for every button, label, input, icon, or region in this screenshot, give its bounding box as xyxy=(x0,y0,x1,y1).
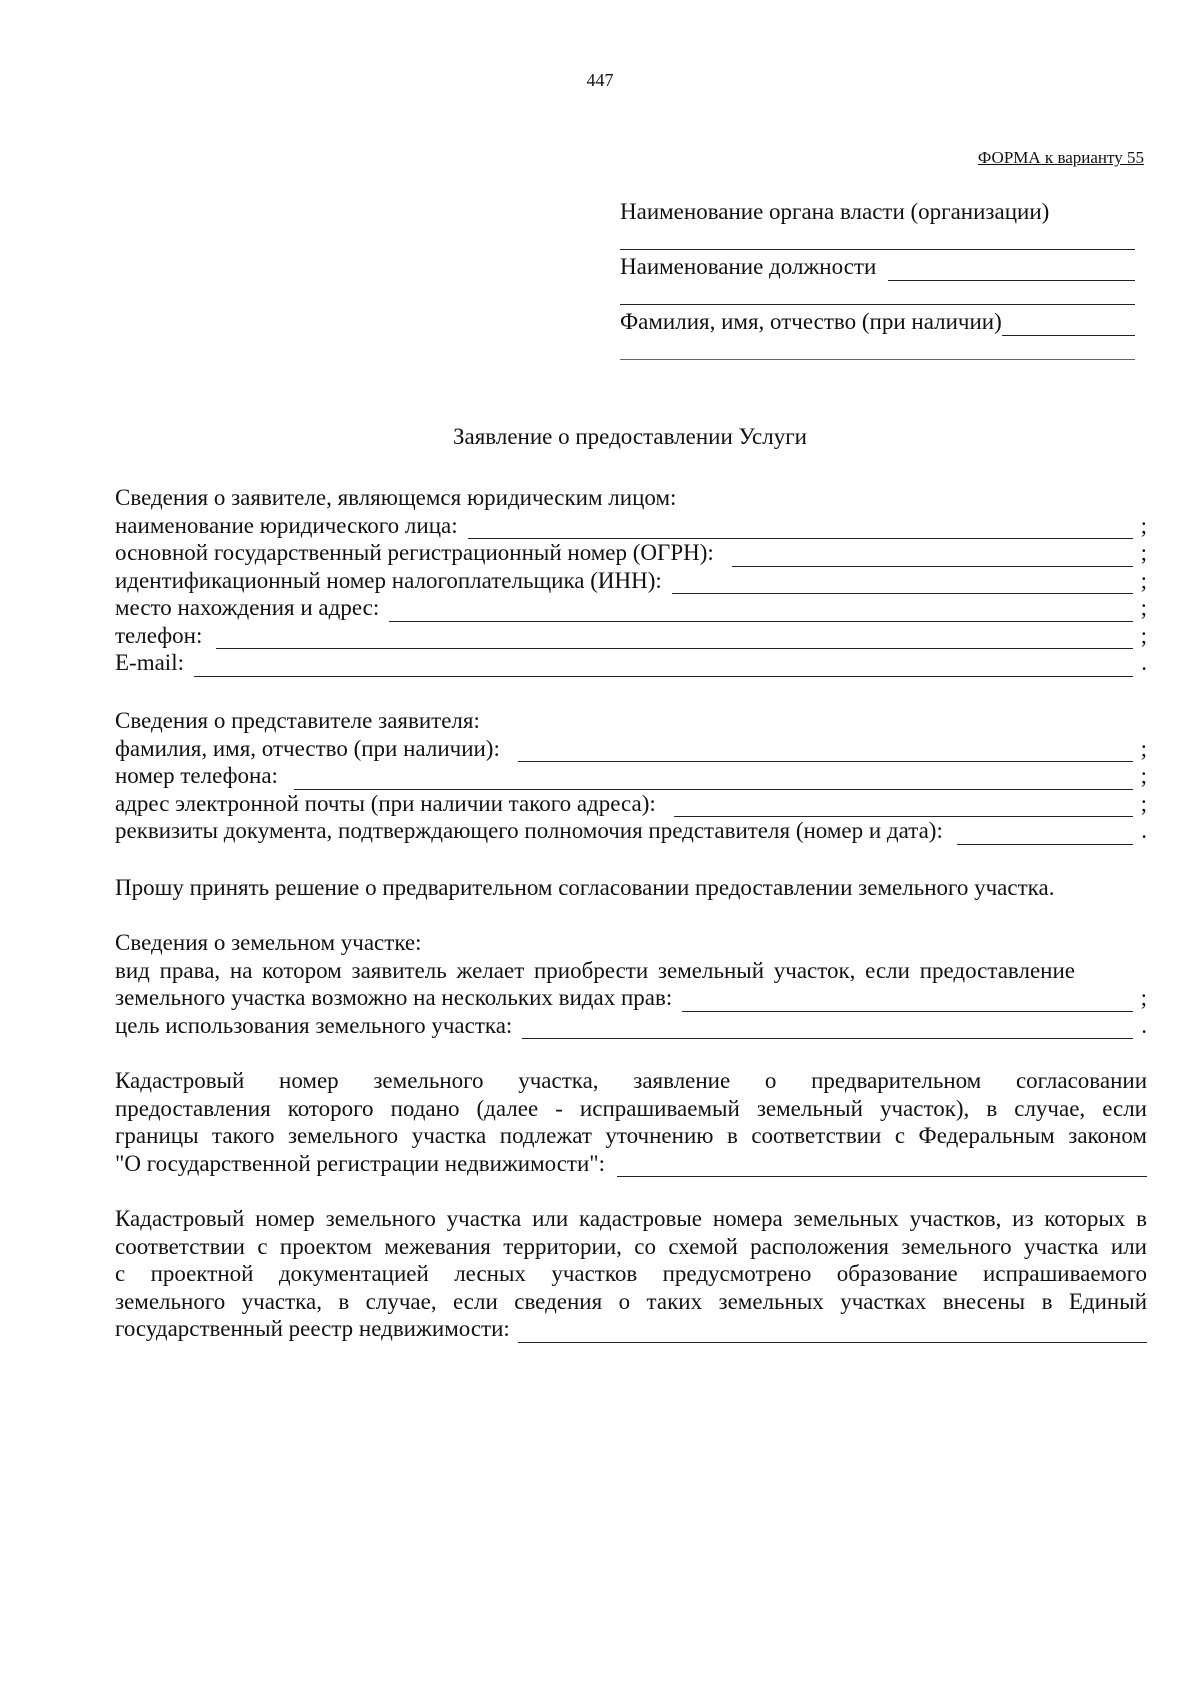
field-row xyxy=(115,1315,1147,1343)
field-blank[interactable] xyxy=(468,518,1133,539)
authority-blank[interactable] xyxy=(620,226,1135,250)
field-row xyxy=(115,790,1147,818)
field-label: идентификационный номер налогоплательщика (ИНН): xyxy=(115,567,662,593)
document-end: . xyxy=(1141,818,1147,843)
addressee-block xyxy=(620,198,1135,360)
field-blank[interactable] xyxy=(389,601,1133,622)
field-end: ; xyxy=(1140,735,1147,761)
field-label: основной государственный регистрационный номер (ОГРН): xyxy=(115,540,714,565)
authority-label: Наименование органа власти (организации) xyxy=(620,199,1050,224)
right-type-text: вид права, на котором заявитель желает приобрести земельный участок, если предоставление xyxy=(115,957,1075,983)
full-name-label: Фамилия, имя, отчество (при наличии) xyxy=(620,309,1002,334)
representative-section xyxy=(115,707,1147,845)
field-end: ; xyxy=(1140,763,1147,788)
position-blank[interactable] xyxy=(888,258,1135,281)
paragraph-line: соответствии с проектом межевания территории, со схемой расположения земельного участка или xyxy=(115,1233,1147,1259)
field-blank[interactable] xyxy=(294,769,1133,790)
field-label: E-mail: xyxy=(115,650,184,675)
page-number: 447 xyxy=(586,70,614,90)
land-heading: Сведения о земельном участке: xyxy=(115,930,422,955)
field-row xyxy=(115,594,1147,622)
representative-heading: Сведения о представителе заявителя: xyxy=(115,708,480,733)
field-end: ; xyxy=(1140,512,1147,538)
field-label: "О государственной регистрации недвижимости": xyxy=(115,1150,606,1176)
full-name-blank[interactable] xyxy=(1002,313,1135,336)
position-blank-2[interactable] xyxy=(620,281,1135,305)
field-blank[interactable] xyxy=(682,991,1133,1012)
full-name-blank-2[interactable] xyxy=(620,336,1135,360)
field-row xyxy=(115,984,1147,1012)
field-end: ; xyxy=(1140,567,1147,593)
field-label: государственный реестр недвижимости: xyxy=(115,1316,510,1341)
paragraph-line: Кадастровый номер земельного участка или кадастровые номера земельных участков, из которых в xyxy=(115,1206,1147,1231)
field-end: ; xyxy=(1140,540,1147,565)
field-blank[interactable] xyxy=(518,741,1133,762)
document-label: реквизиты документа, подтверждающего полномочия представителя (номер и дата): xyxy=(115,818,943,843)
field-blank[interactable] xyxy=(194,656,1133,677)
field-end: ; xyxy=(1140,790,1147,816)
field-blank[interactable] xyxy=(672,573,1133,594)
field-row xyxy=(115,622,1147,650)
land-section xyxy=(115,929,1147,1039)
field-end: . xyxy=(1141,1012,1147,1038)
field-end: . xyxy=(1141,650,1147,675)
field-blank[interactable] xyxy=(518,1322,1147,1343)
field-row xyxy=(115,762,1147,790)
field-row xyxy=(115,567,1147,595)
paragraph-line: предоставления которого подано (далее - испрашиваемый земельный участок), в случае, если xyxy=(115,1095,1147,1121)
document-blank[interactable] xyxy=(957,824,1133,845)
field-blank[interactable] xyxy=(674,796,1133,817)
field-blank[interactable] xyxy=(216,628,1133,649)
right-type-line xyxy=(115,957,1147,985)
field-row xyxy=(115,1012,1147,1040)
full-name-row xyxy=(620,308,1135,336)
field-row xyxy=(115,512,1147,540)
field-row xyxy=(115,649,1147,677)
position-row xyxy=(620,253,1135,281)
form-reference: ФОРМА к варианту 55 xyxy=(977,148,1144,167)
paragraph-line: границы такого земельного участка подлежат уточнению в соответствии с Федеральным законом xyxy=(115,1123,1147,1148)
position-label: Наименование должности xyxy=(620,254,877,279)
field-label: фамилия, имя, отчество (при наличии): xyxy=(115,735,500,761)
field-blank[interactable] xyxy=(522,1018,1133,1039)
field-end: ; xyxy=(1140,985,1147,1010)
cadastral-paragraph-2 xyxy=(115,1205,1147,1343)
paragraph-line: земельного участка, в случае, если сведения о таких земельных участках внесены в Единый xyxy=(115,1288,1147,1314)
paragraph-line: Кадастровый номер земельного участка, заявление о предварительном согласовании xyxy=(115,1068,1147,1093)
field-label: земельного участка возможно на нескольких видах прав: xyxy=(115,985,673,1010)
paragraph-line: с проектной документацией лесных участков предусмотрено образование испрашиваемого xyxy=(115,1261,1147,1286)
request-text: Прошу принять решение о предварительном согласовании предоставлении земельного участка. xyxy=(115,875,1055,900)
field-end: ; xyxy=(1140,622,1147,648)
field-label: номер телефона: xyxy=(115,763,278,788)
field-row xyxy=(115,735,1147,763)
applicant-section xyxy=(115,484,1147,677)
document-title: Заявление о предоставлении Услуги xyxy=(453,424,807,449)
field-row xyxy=(115,1150,1147,1178)
field-row xyxy=(115,539,1147,567)
field-label: место нахождения и адрес: xyxy=(115,595,380,620)
cadastral-paragraph-1 xyxy=(115,1067,1147,1177)
field-end: ; xyxy=(1140,595,1147,620)
field-blank[interactable] xyxy=(617,1156,1147,1177)
field-label: наименование юридического лица: xyxy=(115,512,458,538)
field-label: адрес электронной почты (при наличии такого адреса): xyxy=(115,790,656,816)
field-label: цель использования земельного участка: xyxy=(115,1012,513,1038)
field-label: телефон: xyxy=(115,622,203,648)
applicant-heading: Сведения о заявителе, являющемся юридическим лицом: xyxy=(115,485,677,510)
document-row xyxy=(115,817,1147,845)
field-blank[interactable] xyxy=(732,546,1133,567)
